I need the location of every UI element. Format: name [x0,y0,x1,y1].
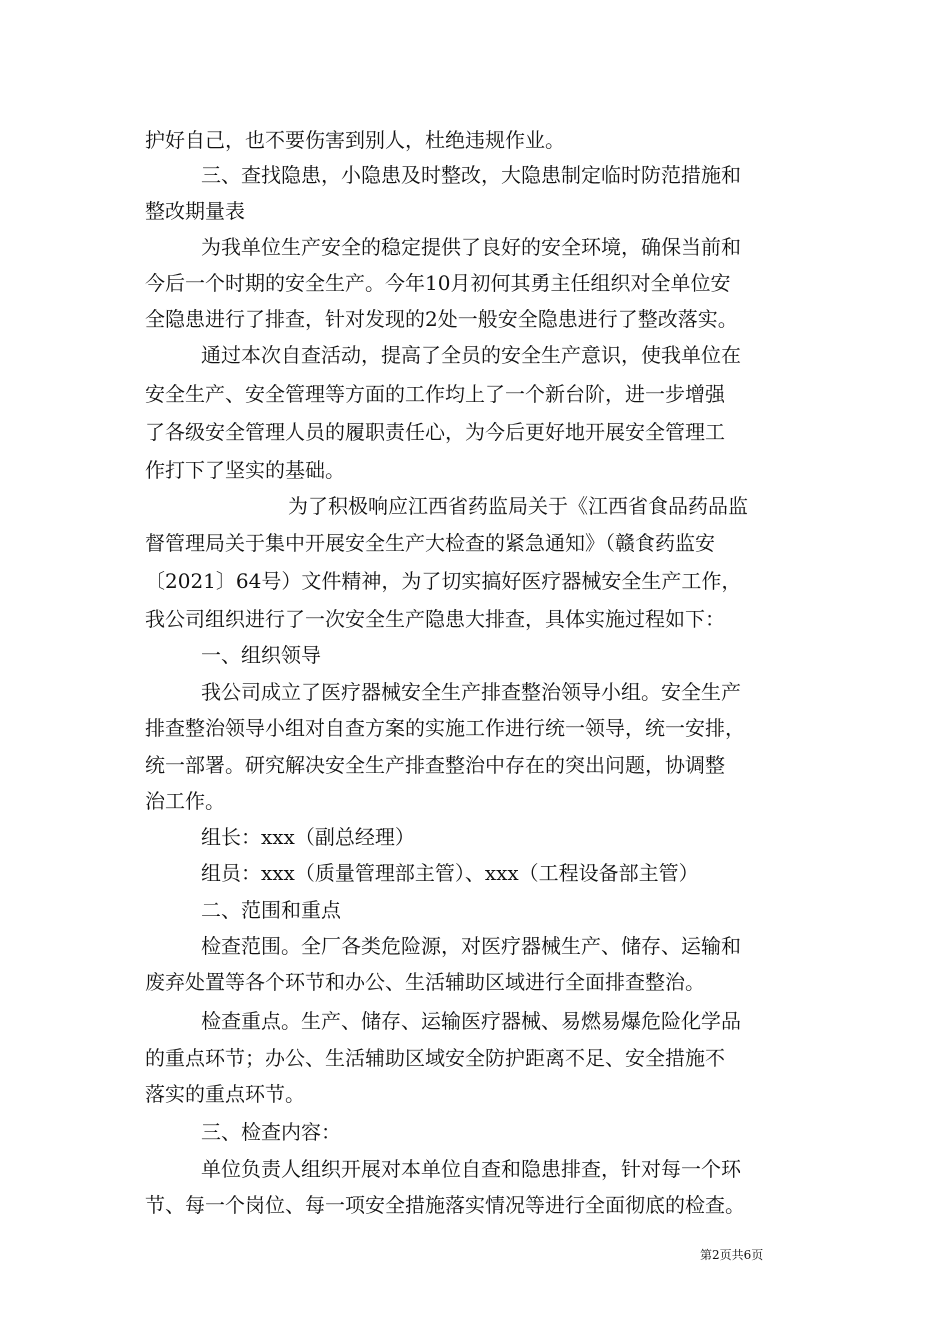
text-line: 检查范围。全厂各类危险源，对医疗器械生产、储存、运输和 [201,934,741,958]
text-line: 治工作。 [145,789,225,813]
section-heading: 二、范围和重点 [201,898,341,922]
text-line: 统一部署。研究解决安全生产排查整治中存在的突出问题，协调整 [145,753,725,777]
text-line: 作打下了坚实的基础。 [145,458,345,482]
text-line: 组员：xxx（质量管理部主管）、xxx（工程设备部主管） [201,861,699,885]
page-indicator: 第2页共6页 [700,1248,764,1262]
text-line: 了各级安全管理人员的履职责任心，为今后更好地开展安全管理工 [145,420,725,444]
text-line: 督管理局关于集中开展安全生产大检查的紧急通知》（赣食药监安 [145,531,715,555]
text-line: 组长：xxx（副总经理） [201,825,415,849]
text-line: 护好自己，也不要伤害到别人，杜绝违规作业。 [145,128,565,152]
text-line: 废弃处置等各个环节和办公、生活辅助区域进行全面排查整治。 [145,970,705,994]
text-line: 节、每一个岗位、每一项安全措施落实情况等进行全面彻底的检查。 [145,1193,745,1217]
text-line: 整改期量表 [145,199,245,223]
section-heading: 一、组织领导 [201,643,321,667]
text-line: 今后一个时期的安全生产。今年10月初何其勇主任组织对全单位安 [145,271,731,295]
text-line: 我公司成立了医疗器械安全生产排查整治领导小组。安全生产 [201,680,741,704]
text-line: 的重点环节；办公、生活辅助区域安全防护距离不足、安全措施不 [145,1046,725,1070]
text-line: 通过本次自查活动，提高了全员的安全生产意识，使我单位在 [201,343,741,367]
text-line: 我公司组织进行了一次安全生产隐患大排查，具体实施过程如下： [145,607,725,631]
text-line: 为我单位生产安全的稳定提供了良好的安全环境，确保当前和 [201,235,741,259]
text-line: 检查重点。生产、储存、运输医疗器械、易燃易爆危险化学品 [201,1009,741,1033]
section-heading: 三、检查内容： [201,1120,341,1144]
text-line: 〔2021〕64号）文件精神，为了切实搞好医疗器械安全生产工作， [145,569,742,593]
text-line: 单位负责人组织开展对本单位自查和隐患排查，针对每一个环 [201,1157,741,1181]
text-line: 排查整治领导小组对自查方案的实施工作进行统一领导，统一安排， [145,716,745,740]
text-line: 三、查找隐患，小隐患及时整改，大隐患制定临时防范措施和 [201,163,741,187]
text-line: 为了积极响应江西省药监局关于《江西省食品药品监 [288,494,748,518]
text-line: 全隐患进行了排查，针对发现的2处一般安全隐患进行了整改落实。 [145,307,738,331]
text-line: 安全生产、安全管理等方面的工作均上了一个新台阶，进一步增强 [145,382,725,406]
text-line: 落实的重点环节。 [145,1082,305,1106]
